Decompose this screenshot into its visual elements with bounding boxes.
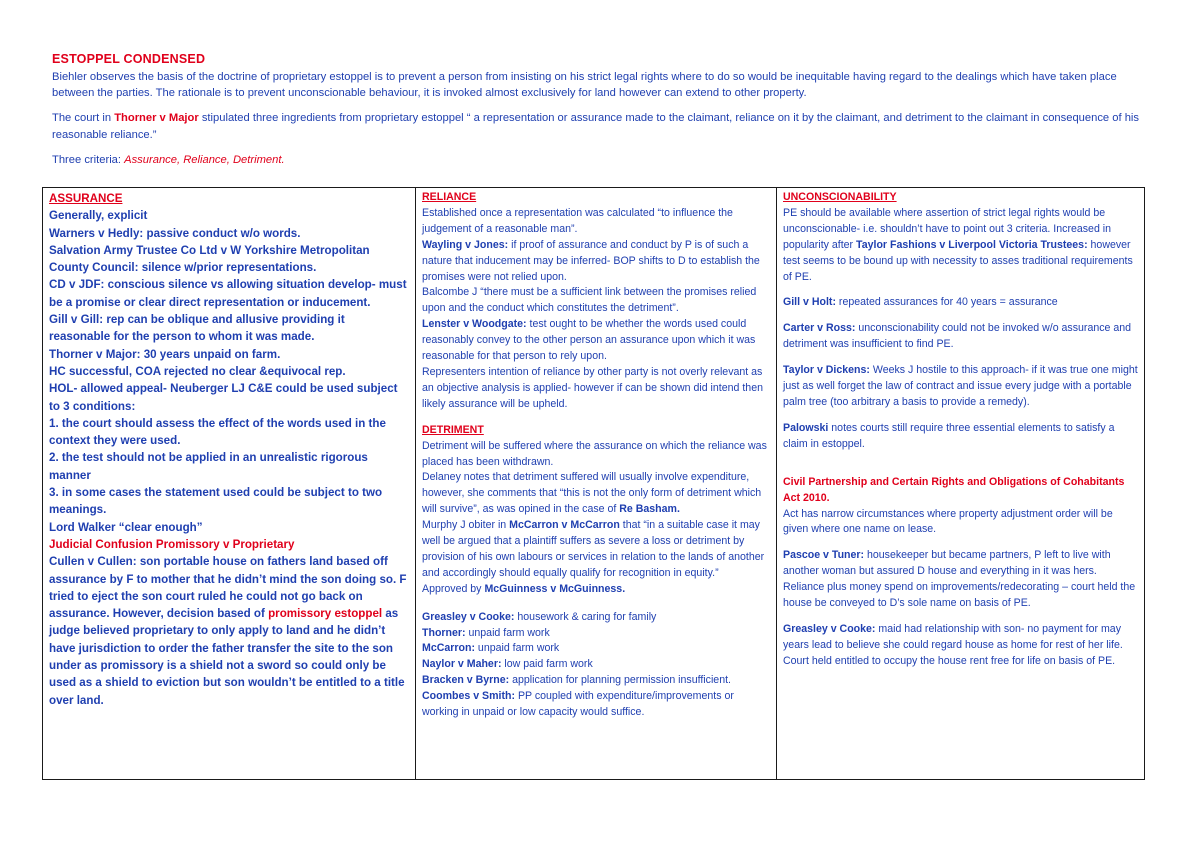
case-name: Greasley v Cooke: xyxy=(422,610,515,623)
case-name: McCarron v McCarron xyxy=(509,519,620,532)
spacer xyxy=(783,353,1138,363)
assurance-condition: 2. the test should not be applied in an unrealistic rigorous manner xyxy=(49,451,368,482)
detriment-example xyxy=(422,689,770,721)
case-name: Taylor Fashions v Liverpool Victoria Trustees: xyxy=(856,238,1088,251)
author-name: Palowski xyxy=(783,421,829,434)
taylor-paragraph xyxy=(783,363,1138,411)
unconscionability-column xyxy=(777,188,1145,780)
murphy-paragraph xyxy=(422,518,770,582)
detriment-example xyxy=(422,641,770,657)
case-name: Taylor v Dickens: xyxy=(783,364,870,377)
assurance-condition: 1. the court should assess the effect of the words used in the context they were used. xyxy=(49,416,386,448)
assurance-line: Generally, explicit xyxy=(49,209,148,223)
case-text: repeated assurances for 40 years = assurance xyxy=(835,296,1058,309)
assurance-line: HC successful, COA rejected no clear &equivocal rep. xyxy=(49,364,346,378)
intro-text: Biehler observes the basis of the doctrine of proprietary estoppel is to prevent a person from insisting on his strict legal rights where to do so would be inequitable having regard to the dealings which have taken place between the parties. The rationale is to prevent unconscionable behaviour, it is invoked almost exclusively for land however can extend to other property. xyxy=(52,71,1117,100)
case-name: Pascoe v Tuner: xyxy=(783,549,865,562)
case-name: Bracken v Byrne: xyxy=(422,674,510,687)
assurance-column xyxy=(43,188,416,780)
detriment-example xyxy=(422,626,770,642)
criteria-paragraph xyxy=(52,152,1152,168)
case-name: Thorner: xyxy=(422,626,466,639)
case-text: if proof of assurance and conduct by P is of such a nature that inducement may be inferred- BOP shifts to D to establish the promises were not relied upon. xyxy=(422,238,760,283)
case-text: housework & caring for family xyxy=(514,610,657,623)
intro-paragraph xyxy=(52,69,1152,101)
gill-paragraph xyxy=(783,295,1138,311)
act-heading: Civil Partnership and Certain Rights and Obligations of Cohabitants Act 2010. xyxy=(783,475,1125,504)
spacer xyxy=(422,413,770,423)
delaney-text: Delaney notes that detriment suffered will usually involve expenditure, however, she comments that “this is not the only form of detriment which will survive”, as was opined in the case of xyxy=(422,471,762,516)
assurance-line: HOL- allowed appeal- Neuberger LJ C&E could be used subject to 3 conditions: xyxy=(49,382,398,413)
case-text: Weeks J hostile to this approach- if it was true one might just as well forget the law of contract and issue every judge with a portable palm tree (too arbitrary a basis to provide a remedy). xyxy=(783,364,1138,408)
approved-text: Approved by xyxy=(422,582,485,595)
detriment-example xyxy=(422,673,770,689)
case-text: unconscionability could not be invoked w/o assurance and detriment was insufficient to find PE. xyxy=(783,322,1132,351)
wayling-paragraph xyxy=(422,238,770,286)
case-name: Gill v Holt: xyxy=(783,296,836,309)
assurance-line: CD v JDF: conscious silence vs allowing situation develop- must be a promise or clear direct representation or inducement. xyxy=(49,278,407,309)
case-text: housekeeper but became partners, P left to live with another woman but assured D house and everything in it was hers. Reliance plus money spend on improvements/redecorating – court held the house be conveyed to D’s sole name on basis of PE. xyxy=(783,549,1136,610)
spacer xyxy=(783,612,1138,622)
spacer xyxy=(783,285,1138,295)
reliance-heading: RELIANCE xyxy=(422,191,477,203)
document-header xyxy=(52,52,1152,177)
intro-text-a: PE should be available where assertion of strict legal rights would be unconscionable- i.e. shouldn’t have to point out 3 criteria. Increased in popularity after xyxy=(783,206,1112,251)
spacer xyxy=(783,538,1138,548)
case-text: unpaid farm work xyxy=(474,642,560,655)
detriment-example xyxy=(422,657,770,673)
intro-text-b: however test seems to be bound up with necessity to asses traditional requirements of PE. xyxy=(783,238,1133,283)
assurance-line: Lord Walker “clear enough” xyxy=(49,520,203,534)
notes-table xyxy=(42,187,1145,780)
case-name: Lenster v Woodgate: xyxy=(422,318,527,331)
murphy-text-b: that “in a suitable case it may well be argued that a plaintiff suffers as severe a loss or detriment by provision of his own labours or services in relation to the lands of another and accordingly should equally qualify for recognition in equity.” xyxy=(422,519,765,579)
delaney-paragraph xyxy=(422,470,770,518)
thorner-paragraph xyxy=(52,110,1152,142)
case-text: application for planning permission insufficient. xyxy=(509,674,731,687)
case-text: maid had relationship with son- no payment for may years lead to believe she could regard house as home for rest of her life. Court held entitled to occupy the house rent free for life on basis of PE. xyxy=(783,622,1123,667)
pascoe-paragraph xyxy=(783,548,1138,612)
act-text: Act has narrow circumstances where property adjustment order will be given where one name on lease. xyxy=(783,507,1113,536)
case-name: McCarron: xyxy=(422,642,475,655)
greasley-paragraph xyxy=(783,622,1138,670)
palowski-text: notes courts still require three essential elements to satisfy a claim in estoppel. xyxy=(783,421,1115,450)
case-text: test ought to be whether the words used could reasonably convey to the other person an assurance upon which it was reasonable for that person to rely upon. xyxy=(422,318,756,363)
case-name: Naylor v Maher: xyxy=(422,658,502,671)
assurance-heading: ASSURANCE xyxy=(49,192,123,205)
unconscionability-heading: UNCONSCIONABILITY xyxy=(783,191,897,203)
criteria-label: Three criteria: xyxy=(52,153,125,166)
assurance-line: Warners v Hedly: passive conduct w/o words. xyxy=(49,226,301,240)
detriment-example xyxy=(422,610,770,626)
assurance-line: Gill v Gill: rep can be oblique and allusive providing it reasonable for the person to whom it was made. xyxy=(49,313,345,344)
detriment-intro: Detriment will be suffered where the assurance on which the reliance was placed has been withdrawn. xyxy=(422,439,767,468)
promissory-estoppel-term: promissory estoppel xyxy=(268,607,383,621)
palowski-paragraph xyxy=(783,421,1138,453)
case-text: PP coupled with expenditure/improvements or working in unpaid or low capacity would suffice. xyxy=(422,690,734,719)
detriment-heading: DETRIMENT xyxy=(422,423,484,436)
balcombe-paragraph: Balcombe J “there must be a sufficient link between the promises relied upon and the conduct which constitutes the detriment”. xyxy=(422,286,757,315)
spacer xyxy=(783,411,1138,421)
assurance-condition: 3. in some cases the statement used could be subject to two meanings. xyxy=(49,486,383,517)
case-name: Coombes v Smith: xyxy=(422,690,516,703)
assurance-line: Thorner v Major: 30 years unpaid on farm. xyxy=(49,347,281,361)
assurance-line: Salvation Army Trustee Co Ltd v W Yorkshire Metropolitan County Council: silence w/prior representations. xyxy=(49,243,370,275)
cullen-text-b: as judge believed proprietary to only apply to land and he didn’t have jurisdiction to order the father transfer the site to the son under as promissory is a shield not a sword so could only be used as a shield to eviction but son wouldn’t be entitled to a title over land. xyxy=(49,607,405,707)
case-name: Wayling v Jones: xyxy=(422,238,509,251)
document-title: ESTOPPEL CONDENSED xyxy=(52,52,206,66)
lenster-paragraph xyxy=(422,317,770,365)
case-name: Carter v Ross: xyxy=(783,322,856,335)
case-name: Thorner v Major xyxy=(114,112,199,125)
murphy-text-a: Murphy J obiter in xyxy=(422,519,510,532)
reliance-column xyxy=(416,188,777,780)
case-text: low paid farm work xyxy=(501,658,593,671)
spacer xyxy=(783,463,1138,475)
spacer xyxy=(783,311,1138,321)
case-name: McGuinness v McGuinness. xyxy=(484,582,626,595)
judicial-confusion-heading: Judicial Confusion Promissory v Proprietary xyxy=(49,537,295,551)
criteria-values: Assurance, Reliance, Detriment. xyxy=(124,153,285,166)
representers-paragraph: Representers intention of reliance by other party is not overly relevant as an objective analysis is applied- however if can be shown did intend then likely assurance will be upheld. xyxy=(422,365,763,410)
unconscionability-intro xyxy=(783,206,1138,286)
cullen-text-a: Cullen v Cullen: son portable house on fathers land based off assurance by F to mother that he didn’t mind the son doing so. F tried to eject the son court ruled he could not go back on assurance. However, decision based of xyxy=(49,555,407,621)
approved-paragraph xyxy=(422,582,770,598)
spacer xyxy=(422,598,770,610)
case-text: unpaid farm work xyxy=(465,626,550,639)
reliance-intro: Established once a representation was calculated “to influence the judgement of a reasonable man”. xyxy=(422,206,733,235)
court-prefix: The court in xyxy=(52,112,115,125)
spacer xyxy=(783,453,1138,463)
carter-paragraph xyxy=(783,321,1138,353)
case-name: Greasley v Cooke: xyxy=(783,622,876,635)
court-rest: stipulated three ingredients from proprietary estoppel “ a representation or assurance made to the claimant, reliance on it by the claimant, and detriment to the claimant in consequence of his reasonable reliance.” xyxy=(52,112,1140,141)
case-name: Re Basham. xyxy=(619,503,680,516)
cullen-paragraph xyxy=(49,553,409,709)
